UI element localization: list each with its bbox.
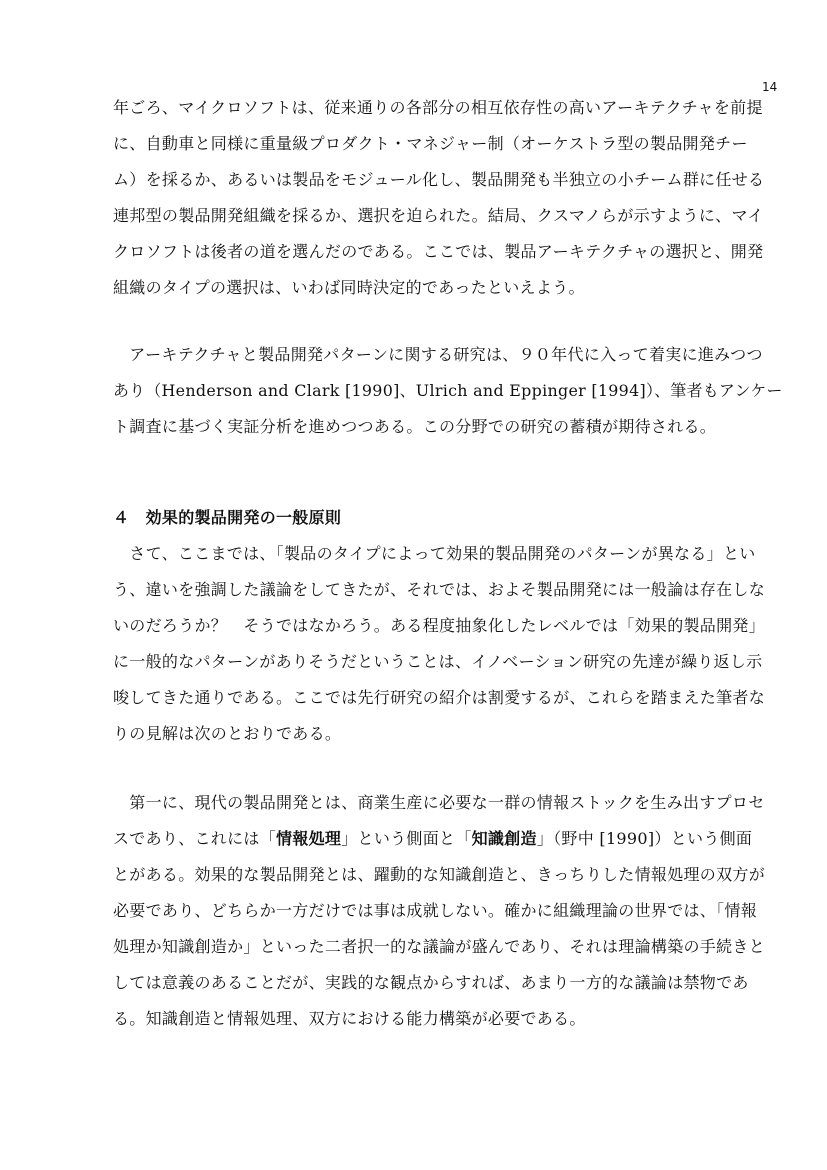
text-line: 年ごろ、マイクロソフトは、従来通りの各部分の相互依存性の高いアーキテクチャを前提 (113, 98, 763, 117)
text-line: る。知識創造と情報処理、双方における能力構築が必要である。 (113, 1009, 586, 1028)
text-line: ト調査に基づく実証分析を進めつつある。この分野での研究の蓄積が期待される。 (113, 417, 717, 436)
paragraph-information-knowledge (113, 785, 783, 1037)
text-line: あり（Henderson and Clark [1990]、Ulrich and Eppinger [1994]）、筆者もアンケー (113, 381, 783, 400)
text-line: しては意義のあることだが、実践的な観点からすれば、あまり一方的な議論は禁物であ (113, 973, 749, 992)
text-line: クロソフトは後者の道を選んだのである。ここでは、製品アーキテクチャの選択と、開発 (113, 242, 764, 261)
text-line: 連邦型の製品開発組織を採るか、選択を迫られた。結局、クスマノらが示すように、マイ (113, 206, 764, 225)
paragraph-microsoft-architecture (113, 90, 783, 306)
section-heading: ４ 効果的製品開発の一般原則 (113, 508, 342, 527)
emphasis-information-processing: 情報処理 (276, 829, 342, 848)
text-segment: 」（野中 [1990]）という側面 (536, 829, 753, 848)
text-line: 唆してきた通りである。ここでは先行研究の紹介は割愛するが、これらを踏まえた筆者な (113, 688, 766, 707)
text-line: 処理か知識創造か」といった二者択一的な議論が盛んであり、それは理論構築の手続きと (113, 937, 766, 956)
text-line: ム）を採るか、あるいは製品をモジュール化し、製品開発も半独立の小チーム群に任せる (113, 170, 765, 189)
paragraph-general-principles (113, 536, 783, 752)
text-line: アーキテクチャと製品開発パターンに関する研究は、９０年代に入って着実に進みつつ (113, 345, 763, 364)
text-segment: スであり、これには「 (113, 829, 277, 848)
text-line: に一般的なパターンがありそうだということは、イノベーション研究の先達が繰り返し示 (113, 652, 763, 671)
text-line: りの見解は次のとおりである。 (113, 724, 342, 743)
text-line: いのだろうか？ そうではなかろう。ある程度抽象化したレベルでは「効果的製品開発」 (113, 616, 766, 635)
text-line: に、自動車と同様に重量級プロダクト・マネジャー制（オーケストラ型の製品開発チー (113, 134, 748, 153)
text-line: とがある。効果的な製品開発とは、躍動的な知識創造と、きっちりした情報処理の双方が (113, 865, 766, 884)
emphasis-knowledge-creation: 知識創造 (471, 829, 537, 848)
text-line-with-emphasis (113, 821, 783, 857)
text-segment: 」という側面と「 (341, 829, 472, 848)
page-number: 14 (762, 80, 778, 94)
text-line: 組織のタイプの選択は、いわば同時決定的であったといえよう。 (113, 278, 585, 297)
text-line: 必要であり、どちらか一方だけでは事は成就しない。確かに組織理論の世界では、「情報 (113, 901, 758, 920)
text-line: 第一に、現代の製品開発とは、商業生産に必要な一群の情報ストックを生み出すプロセ (113, 793, 765, 812)
text-line: さて、ここまでは、「製品のタイプによって効果的製品開発のパターンが異なる」とい (113, 544, 756, 563)
paragraph-architecture-research (113, 337, 783, 445)
text-line: う、違いを強調した議論をしてきたが、それでは、およそ製品開発には一般論は存在しな (113, 580, 766, 599)
